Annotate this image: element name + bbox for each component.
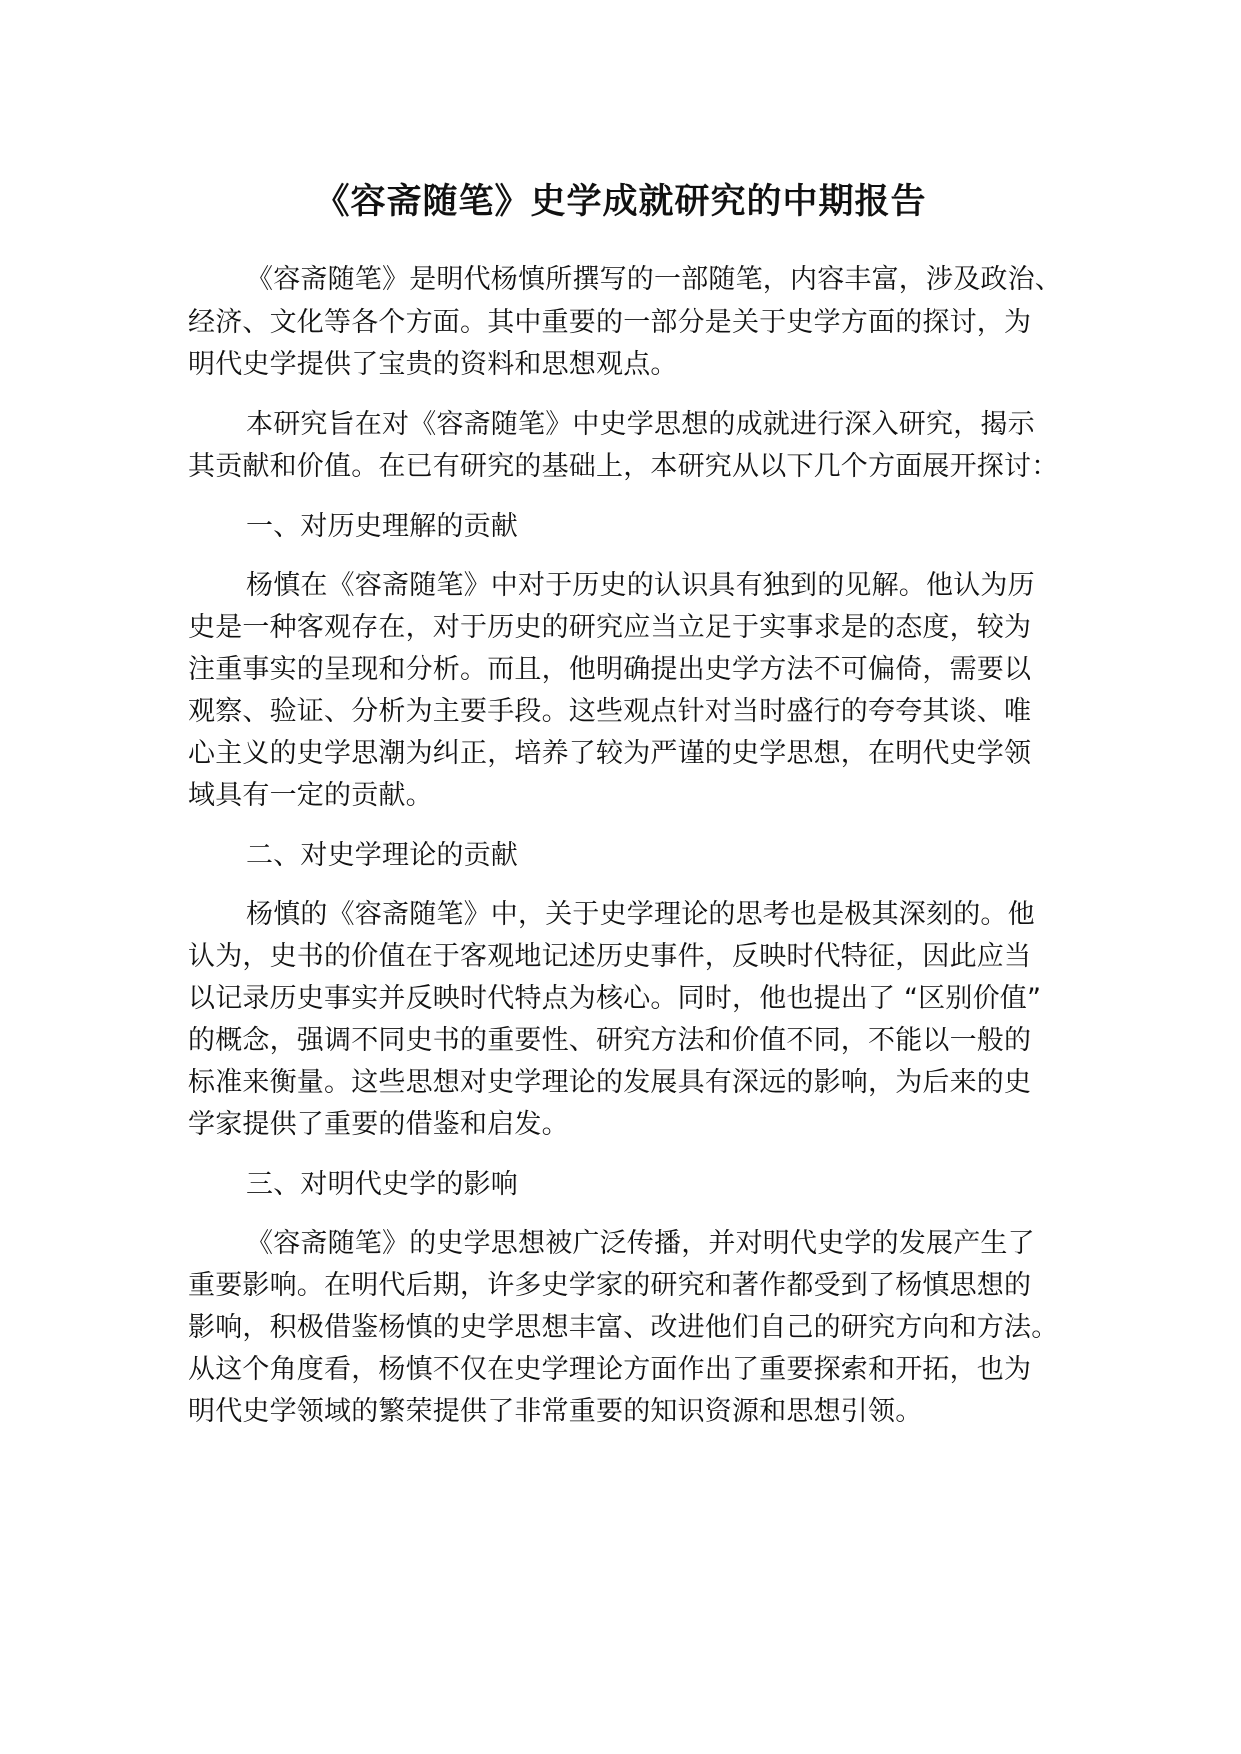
text-line: 的概念，强调不同史书的重要性、研究方法和价值不同，不能以一般的 bbox=[188, 1025, 1032, 1056]
text-line: 《容斋随笔》是明代杨慎所撰写的一部随笔，内容丰富，涉及政治、 bbox=[246, 264, 1062, 295]
text-line: 其贡献和价值。在已有研究的基础上，本研究从以下几个方面展开探讨： bbox=[188, 451, 1059, 482]
text-line: 本研究旨在对《容斋随笔》中史学思想的成就进行深入研究，揭示 bbox=[246, 409, 1035, 440]
section-heading: 二、对史学理论的贡献 bbox=[246, 840, 518, 871]
text-line: 史是一种客观存在，对于历史的研究应当立足于实事求是的态度，较为 bbox=[188, 612, 1032, 643]
text-line: 域具有一定的贡献。 bbox=[188, 780, 433, 811]
text-line: 杨慎在《容斋随笔》中对于历史的认识具有独到的见解。他认为历 bbox=[246, 570, 1035, 601]
section-heading: 三、对明代史学的影响 bbox=[246, 1169, 518, 1200]
text-line: 观察、验证、分析为主要手段。这些观点针对当时盛行的夸夸其谈、唯 bbox=[188, 696, 1032, 727]
text-line: 明代史学领域的繁荣提供了非常重要的知识资源和思想引领。 bbox=[188, 1396, 923, 1427]
text-line: 重要影响。在明代后期，许多史学家的研究和著作都受到了杨慎思想的 bbox=[188, 1270, 1032, 1301]
text-line: 认为，史书的价值在于客观地记述历史事件，反映时代特征，因此应当 bbox=[188, 941, 1032, 972]
text-line: 杨慎的《容斋随笔》中，关于史学理论的思考也是极其深刻的。他 bbox=[246, 899, 1035, 930]
section-heading: 一、对历史理解的贡献 bbox=[246, 511, 518, 542]
text-line: 《容斋随笔》的史学思想被广泛传播，并对明代史学的发展产生了 bbox=[246, 1228, 1035, 1259]
text-line: 从这个角度看，杨慎不仅在史学理论方面作出了重要探索和开拓，也为 bbox=[188, 1354, 1032, 1385]
text-line: 标准来衡量。这些思想对史学理论的发展具有深远的影响，为后来的史 bbox=[188, 1067, 1032, 1098]
text-line: 心主义的史学思潮为纠正，培养了较为严谨的史学思想，在明代史学领 bbox=[188, 738, 1032, 769]
page-title: 《容斋随笔》史学成就研究的中期报告 bbox=[314, 182, 927, 222]
text-line: 以记录历史事实并反映时代特点为核心。同时，他也提出了 “区别价值” bbox=[188, 983, 1042, 1014]
text-line: 注重事实的呈现和分析。而且，他明确提出史学方法不可偏倚，需要以 bbox=[188, 654, 1032, 685]
text-line: 明代史学提供了宝贵的资料和思想观点。 bbox=[188, 349, 678, 380]
text-line: 学家提供了重要的借鉴和启发。 bbox=[188, 1109, 569, 1140]
text-line: 经济、文化等各个方面。其中重要的一部分是关于史学方面的探讨，为 bbox=[188, 307, 1032, 338]
text-line: 影响，积极借鉴杨慎的史学思想丰富、改进他们自己的研究方向和方法。 bbox=[188, 1312, 1059, 1343]
